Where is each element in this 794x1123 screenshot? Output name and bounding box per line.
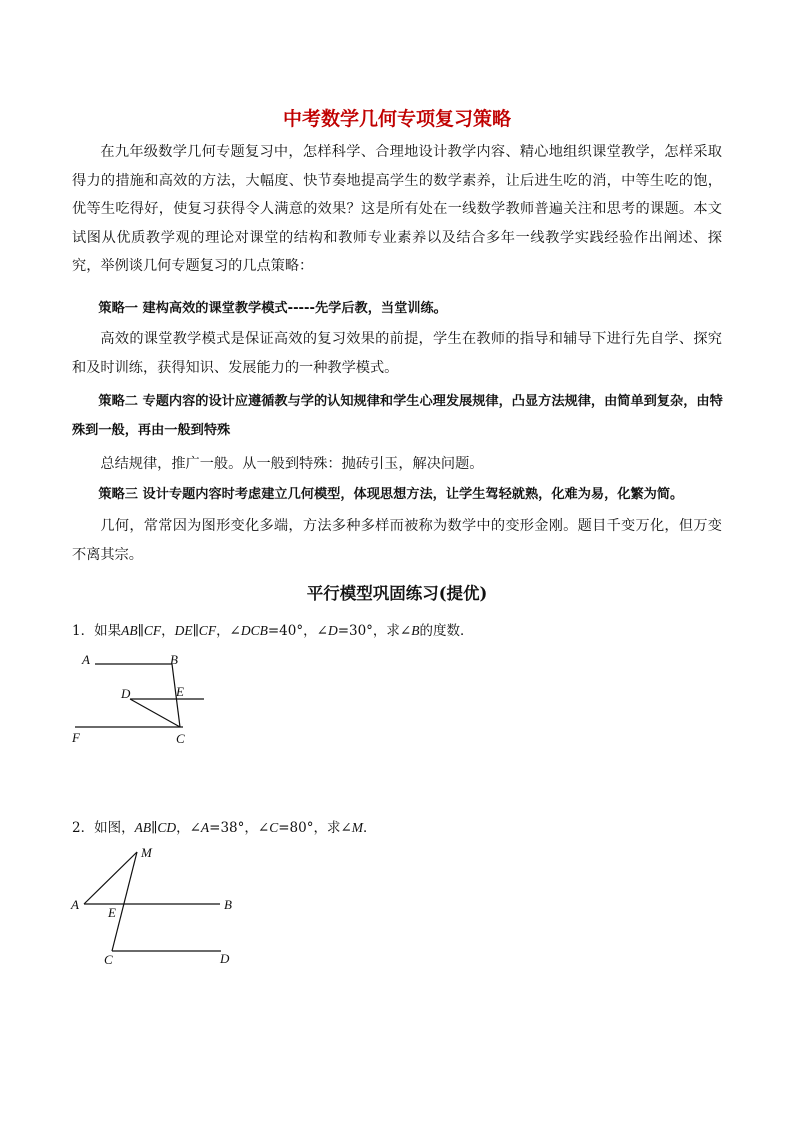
strategy-2-heading: 策略二 专题内容的设计应遵循教与学的认知规律和学生心理发展规律，凸显方法规律，由简单到复杂，由特殊到一般，再由一般到特殊 [72,394,723,438]
q2-text-part: =38°，∠ [209,820,270,836]
segment-mc [112,852,137,951]
q1-text-part: =30°，求∠ [337,623,412,639]
q2-math-part: C [269,820,279,835]
q2-text-part: =80°，求∠ [278,820,352,836]
label-b: B [170,652,178,667]
section-title: 平行模型巩固练习(提优) [306,584,488,603]
question-1-number: 1． [72,623,95,639]
label-m: M [141,845,152,860]
label-e: E [176,684,184,699]
q1-text-part: 如果 [94,623,122,639]
q2-text-part: ． [363,820,377,836]
strategy-3-heading: 策略三 设计专题内容时考虑建立几何模型，体现思想方法，让学生驾轻就熟，化难为易，化繁为简。 [98,487,684,502]
segment-am [84,852,137,904]
strategy-2-body: 总结规律，推广一般。从一般到特殊：抛砖引玉，解决问题。 [100,456,484,472]
question-2-number: 2． [72,820,95,836]
label-a: A [82,652,90,667]
label-d: D [220,951,230,966]
label-d: D [121,686,131,701]
q1-math-part: D [327,623,338,638]
strategy-1-body: 高效的课堂教学模式是保证高效的复习效果的前提，学生在教师的指导和辅导下进行先自学、探究和及时训练，获得知识、发展能力的一种教学模式。 [72,331,722,376]
label-a: A [71,897,79,912]
q1-math-part: DCB [240,623,268,638]
label-c: C [176,731,185,746]
q1-text-part: ， [161,623,175,639]
q2-math-part: A [200,820,210,835]
strategy-3-body: 几何，常常因为图形变化多端，方法多种多样而被称为数学中的变形金刚。题目千变万化，但万变不离其宗。 [72,518,722,563]
q2-math-part: M [351,820,364,835]
label-c: C [104,952,113,967]
q2-text-part: ，∠ [176,820,201,836]
document-title: 中考数学几何专项复习策略 [282,108,511,130]
q2-text-part: 如图， [94,820,135,836]
q1-math-part: B [411,623,420,638]
label-e: E [108,905,116,920]
label-f: F [72,730,80,745]
q2-math-part: AB∥CD [134,820,177,835]
intro-paragraph: 在九年级数学几何专题复习中，怎样科学、合理地设计教学内容、精心地组织课堂教学，怎样采取得力的措施和高效的方法，大幅度、快节奏地提高学生的数学素养，让后进生吃的消，中等生吃的饱，优等生吃得好，使复习获得令人满意的效果？这是所有处在一线数学教师普遍关注和思考的课题。本文试图从优质教学观的理论对课堂的结构和教师专业素养以及结合多年一线教学实践经验作出阐述、探究，举例谈几何专题复习的几点策略： [72,144,722,274]
q1-text-part: 的度数． [419,623,474,639]
q1-text-part: ，∠ [216,623,241,639]
strategy-1-heading: 策略一 建构高效的课堂教学模式-----先学后教，当堂训练。 [98,301,447,316]
q1-math-part: DE∥CF [174,623,217,638]
label-b: B [224,897,232,912]
q1-text-part: =40°，∠ [267,623,328,639]
q1-math-part: AB∥CF [121,623,162,638]
